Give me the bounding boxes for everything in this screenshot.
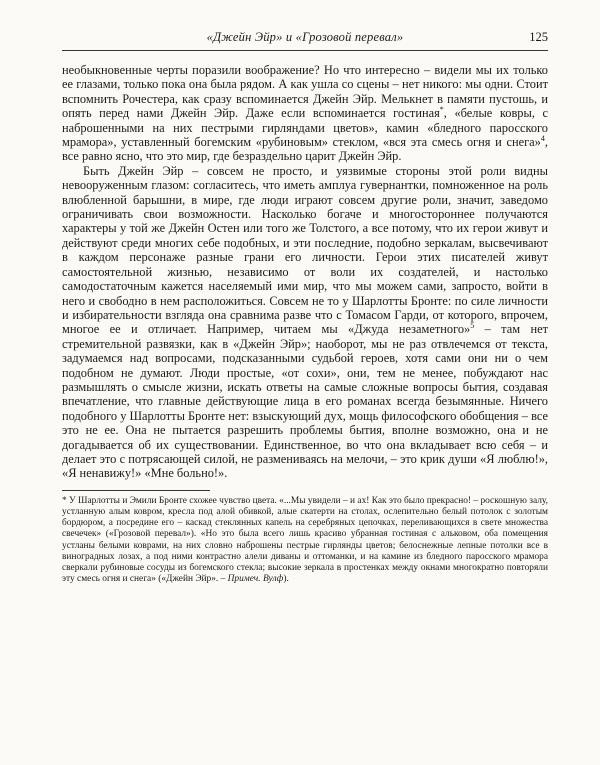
page-number: 125: [529, 30, 548, 44]
paragraph-1-text: необыкновенные черты поразили воображение? Но что интересно – видели мы их только ее глазами, только пока она была рядом. А как ушла со сцены – нет никого: мы одни. Стоит вспомнить Рочестера, как сразу вспоминается Джейн Эйр. Мелькнет в памяти пустошь, и опять перед нами Джейн Эйр. Даже если вспоминается гостиная: [62, 63, 548, 121]
footnote-attribution: Примеч. Вулф: [227, 574, 284, 585]
running-title: «Джейн Эйр» и «Грозовой перевал»: [206, 30, 404, 44]
body-text: [62, 63, 548, 481]
paragraph-1-text: , все равно ясно, что это мир, где безраздельно царит Джейн Эйр.: [62, 135, 548, 164]
endnote-marker-4: 4: [540, 133, 545, 143]
endnote-marker-5: 5: [470, 321, 475, 331]
footnote: [62, 496, 548, 586]
footnote-separator-rule: [62, 490, 210, 491]
paragraph-2-text: Быть Джейн Эйр – совсем не просто, и уязвимые стороны этой роли видны невооруженным глазом: согласитесь, что иметь амплуа гувернантки, помноженное на роль влюбленной барышни, в мире, где люди играют совсем другие роли, значит, заведомо ограничивать свои возможности. Насколько богаче и многостороннее получаются характеры у той же Джейн Остен или того же Толстого, а все потому, что их герои живут и действуют среди многих себе подобных, и эти последние, подобно зеркалам, высвечивают в каждом персонаже разные грани его личности. Герои этих писателей живут самостоятельной жизнью, независимо от воли их создателей, и настолько самодостаточным кажется населяемый ими мир, что мы можем сами, запросто, войти в него и свободно в нем расположиться. Совсем не то у Шарлотты Бронте: по силе личности и избирательности взгляда она сравнима разве что с Томасом Гарди, от которого, впрочем, многое ее и отличает. Например, читаем мы «Джуда незаметного»: [62, 163, 548, 337]
footnote-marker-asterisk: *: [439, 105, 444, 115]
paragraph-2: [62, 164, 548, 481]
footnote-text: У Шарлотты и Эмили Бронте схожее чувство цвета. «...Мы увидели – и ах! Как это было прекрасно! – роскошную залу, устланную алым ковром, кресла под алой обивкой, алые скатерти на столах, ослепительно белый потолок с золотым бордюром, а посредине его – каскад стеклянных капель на серебряных цепочках, переливающихся в свете множества свечечек» («Грозовой перевал»). «Но это была всего лишь красиво убранная гостиная с альковом, оба помещения устланы белыми коврами, на них словно наброшены пестрые гирлянды цветов; белоснежные лепные потолки все в виноградных лозах, а под ними контрастно алели диваны и оттоманки, и на камине из бледного паросского мрамора сверкали рубиновые сосуды из богемского стекла; высокие зеркала в простенках между окнами многократно повторяли эту смесь огня и снега» («Джейн Эйр». –: [62, 495, 548, 585]
paragraph-1: [62, 63, 548, 164]
paragraph-2-text: – там нет стремительной развязки, как в «Джейн Эйр»; наоборот, мы не раз отвлечемся от текста, задумаемся над вопросами, подсказанными судьбой героев, хотя сами они ни о чем подобном не думают. Люди простые, «от сохи», они, тем не менее, побуждают нас размышлять о смысле жизни, искать ответы на самые сложные вопросы бытия, создавая впечатление, что главные действующие лица в его романах всегда безымянные. Ничего подобного у Шарлотты Бронте нет: взыскующий дух, мощь философского обобщения – все это не ее. Она не пытается разрешить проблемы бытия, вполне возможно, она и не догадывается об их существовании. Единственное, во что она вкладывает всю себя – и делает это с потрясающей силой, не размениваясь на мелочи, – это крик души «Я люблю!», «Я ненавижу!» «Мне больно!».: [62, 322, 548, 481]
page-header: [62, 30, 548, 51]
footnote-closing: ).: [283, 574, 289, 585]
paragraph-1-text: , «белые ковры, с наброшенными на них пестрыми гирляндами цветов», камин «бледного паросского мрамора», уставленный богемским «рубиновым» стеклом, «вся эта смесь огня и снега»: [62, 106, 548, 150]
footnote-asterisk: *: [62, 495, 67, 506]
